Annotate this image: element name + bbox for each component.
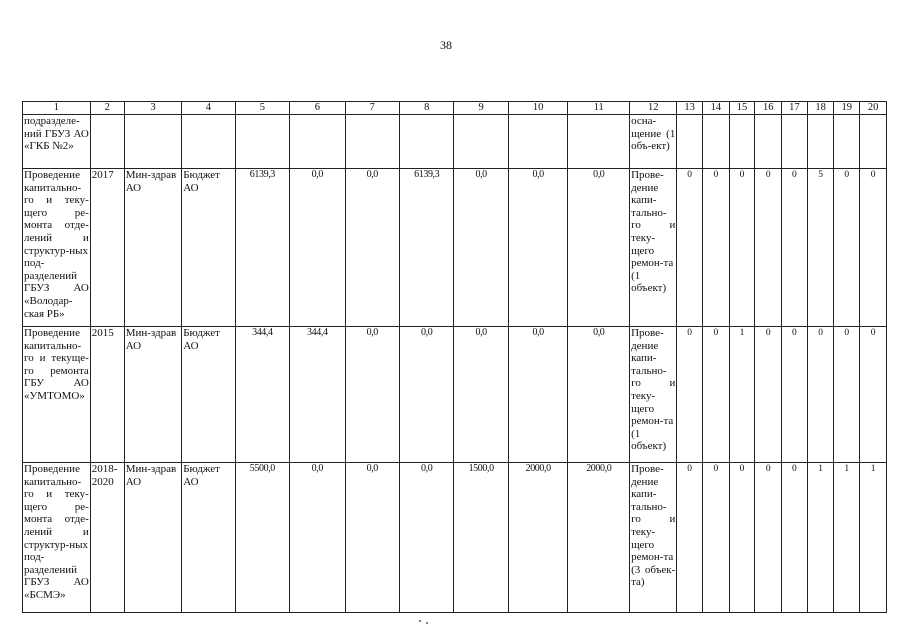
column-header: 18	[807, 102, 834, 115]
column-header: 3	[124, 102, 182, 115]
indicator-cell	[860, 115, 887, 169]
column-header: 20	[860, 102, 887, 115]
result-cell: Прове-дение капи-тально-го и теку-щего ремон-та (1 объект)	[630, 169, 677, 327]
value-cell: 5500,0	[235, 463, 289, 613]
indicator-cell: 1	[834, 463, 860, 613]
indicator-cell: 0	[782, 169, 808, 327]
table-row	[23, 115, 887, 169]
indicator-cell	[834, 115, 860, 169]
column-header: 5	[235, 102, 289, 115]
year-cell	[90, 115, 124, 169]
column-header: 19	[834, 102, 860, 115]
indicator-cell: 0	[703, 327, 730, 463]
column-header: 15	[729, 102, 755, 115]
measure-name: Проведение капитально-го и теку-щего ре-монта отде-лений и структур-ных под-разделений ГБУЗ АО «Володар-ская РБ»	[23, 169, 91, 327]
indicator-cell: 0	[729, 463, 755, 613]
source-cell	[182, 115, 235, 169]
scan-speck	[419, 620, 421, 622]
indicator-cell	[729, 115, 755, 169]
indicator-cell: 0	[782, 463, 808, 613]
value-cell	[235, 115, 289, 169]
executor-cell: Мин-здрав АО	[124, 327, 182, 463]
value-cell: 0,0	[508, 327, 568, 463]
value-cell	[345, 115, 399, 169]
table-row	[23, 463, 887, 613]
source-cell: Бюджет АО	[182, 169, 235, 327]
executor-cell: Мин-здрав АО	[124, 169, 182, 327]
value-cell: 0,0	[568, 327, 630, 463]
column-header: 13	[677, 102, 703, 115]
executor-cell: Мин-здрав АО	[124, 463, 182, 613]
year-cell: 2018-2020	[90, 463, 124, 613]
indicator-cell: 0	[729, 169, 755, 327]
table-row	[23, 169, 887, 327]
value-cell: 2000,0	[568, 463, 630, 613]
value-cell: 0,0	[568, 169, 630, 327]
value-cell: 0,0	[454, 169, 508, 327]
value-cell: 0,0	[345, 463, 399, 613]
column-header: 10	[508, 102, 568, 115]
value-cell	[568, 115, 630, 169]
table-row	[23, 327, 887, 463]
indicator-cell: 0	[677, 463, 703, 613]
indicator-cell: 1	[807, 463, 834, 613]
column-header: 17	[782, 102, 808, 115]
column-header: 8	[399, 102, 453, 115]
value-cell: 0,0	[290, 463, 345, 613]
value-cell: 1500,0	[454, 463, 508, 613]
measure-name: Проведение капитально-го и теку-щего ре-монта отде-лений и структур-ных под-разделений ГБУЗ АО «БСМЭ»	[23, 463, 91, 613]
indicator-cell: 0	[782, 327, 808, 463]
indicator-cell	[677, 115, 703, 169]
column-header: 12	[630, 102, 677, 115]
column-header: 6	[290, 102, 345, 115]
executor-cell	[124, 115, 182, 169]
value-cell	[399, 115, 453, 169]
year-cell: 2017	[90, 169, 124, 327]
value-cell: 0,0	[454, 327, 508, 463]
scan-speck	[426, 622, 428, 624]
value-cell: 6139,3	[235, 169, 289, 327]
column-header: 9	[454, 102, 508, 115]
indicator-cell: 0	[703, 463, 730, 613]
value-cell	[454, 115, 508, 169]
result-cell: осна-щение (1 объ-ект)	[630, 115, 677, 169]
indicator-cell: 0	[860, 169, 887, 327]
indicator-cell: 0	[834, 327, 860, 463]
indicator-cell	[703, 115, 730, 169]
value-cell: 0,0	[345, 327, 399, 463]
indicator-cell: 0	[703, 169, 730, 327]
value-cell: 0,0	[508, 169, 568, 327]
value-cell: 0,0	[290, 169, 345, 327]
measure-name: подразделе-ний ГБУЗ АО «ГКБ №2»	[23, 115, 91, 169]
column-header: 2	[90, 102, 124, 115]
column-header: 7	[345, 102, 399, 115]
indicator-cell: 0	[677, 169, 703, 327]
value-cell	[508, 115, 568, 169]
table-header-row	[23, 102, 887, 115]
indicator-cell	[782, 115, 808, 169]
page-number: 38	[440, 38, 452, 52]
program-table	[22, 101, 887, 613]
value-cell: 0,0	[399, 463, 453, 613]
value-cell: 344,4	[235, 327, 289, 463]
source-cell: Бюджет АО	[182, 463, 235, 613]
value-cell	[290, 115, 345, 169]
column-header: 14	[703, 102, 730, 115]
measure-name: Проведение капитально-го и текуще-го ремонта ГБУ АО «УМТОМО»	[23, 327, 91, 463]
column-header: 4	[182, 102, 235, 115]
value-cell: 6139,3	[399, 169, 453, 327]
column-header: 16	[755, 102, 782, 115]
indicator-cell	[807, 115, 834, 169]
column-header: 1	[23, 102, 91, 115]
column-header: 11	[568, 102, 630, 115]
indicator-cell: 0	[807, 327, 834, 463]
value-cell: 344,4	[290, 327, 345, 463]
year-cell: 2015	[90, 327, 124, 463]
indicator-cell: 0	[755, 169, 782, 327]
indicator-cell: 0	[834, 169, 860, 327]
value-cell: 0,0	[345, 169, 399, 327]
indicator-cell: 1	[729, 327, 755, 463]
value-cell: 0,0	[399, 327, 453, 463]
result-cell: Прове-дение капи-тально-го и теку-щего ремон-та (1 объект)	[630, 327, 677, 463]
indicator-cell: 0	[755, 463, 782, 613]
indicator-cell: 0	[677, 327, 703, 463]
indicator-cell: 1	[860, 463, 887, 613]
source-cell: Бюджет АО	[182, 327, 235, 463]
value-cell: 2000,0	[508, 463, 568, 613]
indicator-cell	[755, 115, 782, 169]
result-cell: Прове-дение капи-тально-го и теку-щего ремон-та (3 объек-та)	[630, 463, 677, 613]
indicator-cell: 0	[860, 327, 887, 463]
indicator-cell: 0	[755, 327, 782, 463]
indicator-cell: 5	[807, 169, 834, 327]
